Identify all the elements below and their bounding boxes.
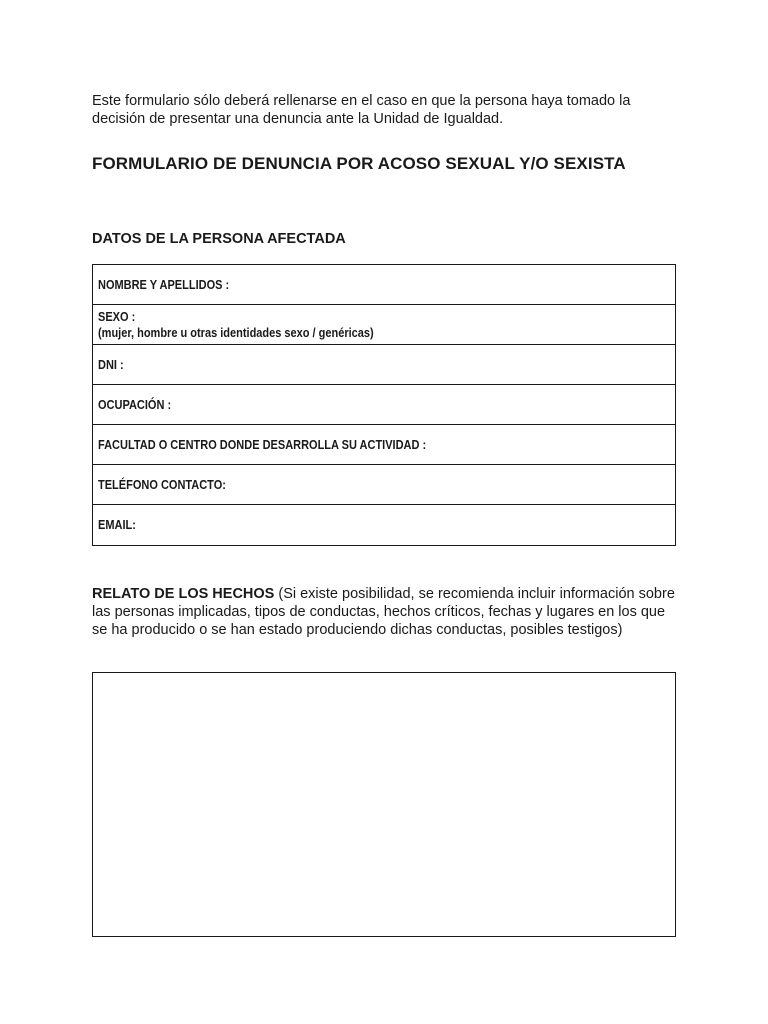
field-label-dni: DNI :	[98, 357, 124, 372]
field-row-telefono[interactable]	[93, 465, 675, 505]
affected-person-table	[92, 264, 676, 546]
field-label-ocupacion: OCUPACIÓN :	[98, 397, 172, 412]
facts-heading: RELATO DE LOS HECHOS	[92, 586, 275, 602]
field-row-facultad[interactable]	[93, 425, 675, 465]
field-sublabel-sexo: (mujer, hombre u otras identidades sexo / genéricas)	[98, 325, 374, 340]
form-title: FORMULARIO DE DENUNCIA POR ACOSO SEXUAL Y/O SEXISTA	[92, 154, 626, 173]
facts-text-box[interactable]	[92, 672, 676, 937]
facts-description	[92, 585, 682, 639]
field-label-facultad: FACULTAD O CENTRO DONDE DESARROLLA SU ACTIVIDAD :	[98, 437, 427, 452]
field-label-sexo: SEXO :	[98, 309, 136, 324]
field-label-nombre: NOMBRE Y APELLIDOS :	[98, 277, 230, 292]
field-label-telefono: TELÉFONO CONTACTO:	[98, 477, 226, 492]
field-row-nombre[interactable]	[93, 265, 675, 305]
field-row-dni[interactable]	[93, 345, 675, 385]
field-label-email: EMAIL:	[98, 518, 136, 532]
field-row-email[interactable]	[93, 505, 675, 545]
facts-instructions: (Si existe posibilidad, se recomienda incluir información sobre las personas implicadas, tipos de conductas, hechos críticos, fechas y lugares en los que se ha producido o se han estado produciendo dichas conductas, posibles testigos)	[92, 586, 675, 638]
field-row-ocupacion[interactable]	[93, 385, 675, 425]
field-row-sexo[interactable]	[93, 305, 675, 345]
affected-person-heading: DATOS DE LA PERSONA AFECTADA	[92, 231, 346, 247]
intro-paragraph: Este formulario sólo deberá rellenarse en el caso en que la persona haya tomado la decisión de presentar una denuncia ante la Unidad de Igualdad.	[92, 93, 631, 127]
